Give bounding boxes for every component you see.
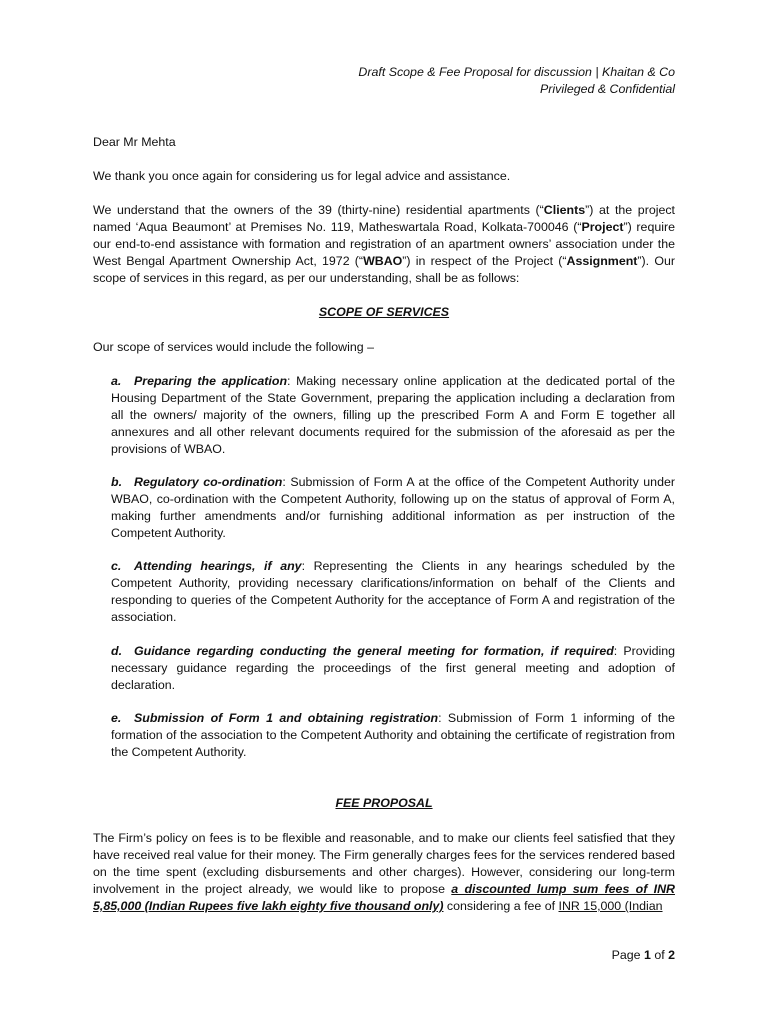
header-line-1: Draft Scope & Fee Proposal for discussion | Khaitan & Co — [358, 65, 675, 79]
scope-item-title: Submission of Form 1 and obtaining registration — [134, 711, 439, 725]
document-header — [358, 64, 675, 98]
scope-heading-text: SCOPE OF SERVICES — [318, 305, 450, 319]
header-line-2: Privileged & Confidential — [540, 82, 675, 96]
page-number-current: 1 — [643, 948, 651, 962]
scope-item-title: Attending hearings, if any — [134, 559, 302, 573]
list-marker: c. — [111, 559, 122, 573]
fee-heading-text: FEE PROPOSAL — [335, 796, 433, 810]
scope-heading — [93, 304, 675, 321]
scope-item-e — [111, 710, 675, 761]
fee-text-2: considering a fee of — [443, 899, 559, 913]
thanks-paragraph: We thank you once again for considering us for legal advice and assistance. — [93, 169, 511, 183]
scope-item-body: : Submission of Form 1 informing of the formation of the association to the Competent Authority and obtaining the certificate of registration from the Competent Authority. — [111, 711, 675, 759]
page-number — [612, 947, 675, 964]
scope-item-d — [111, 643, 675, 694]
salutation: Dear Mr Mehta — [93, 135, 176, 149]
list-marker: b. — [111, 475, 123, 489]
intro-paragraph — [93, 202, 675, 287]
scope-intro: Our scope of services would include the following – — [93, 340, 375, 354]
intro-text-3: ”) require our end-to-end assistance with formation and registration of an apartment owners’ association under the West Bengal Apartment Ownership Act, 1972 (“ — [93, 220, 676, 268]
list-marker: a. — [111, 374, 122, 388]
intro-text-4: ”) in respect of the Project (“ — [402, 254, 567, 268]
page-number-total: 2 — [668, 948, 675, 962]
scope-item-title: Guidance regarding conducting the general meeting for formation, if required — [134, 644, 614, 658]
scope-item-title: Preparing the application — [134, 374, 288, 388]
fee-rate-text: INR 15,000 (Indian — [558, 899, 663, 913]
scope-item-a — [111, 373, 675, 458]
list-marker: d. — [111, 644, 123, 658]
scope-item-body: : Making necessary online application at the dedicated portal of the Housing Department of the State Government, preparing the application including a declaration from all the owners/ majority of the owners, filling up the prescribed Form A and Form E together all annexures and all other relevant documents required for the submission of the aforesaid as per the provisions of WBAO. — [111, 374, 675, 456]
intro-text-2: ”) at the project named ‘Aqua Beaumont’ at Premises No. 119, Matheswartala Road, Kolkata-700046 (“ — [93, 203, 675, 234]
fee-amount-emphasis: a discounted lump sum fees of INR 5,85,000 (Indian Rupees five lakh eighty five thousand only) — [93, 882, 675, 913]
scope-item-body: : Representing the Clients in any hearings scheduled by the Competent Authority, providing necessary clarifications/information on behalf of the Clients and responding to queries of the Competent Authority for the acceptance of Form A and registration of the association. — [111, 559, 675, 624]
fee-heading — [93, 795, 675, 812]
page-number-prefix: Page — [611, 948, 644, 962]
list-marker: e. — [111, 711, 122, 725]
scope-item-b — [111, 474, 675, 542]
intro-text-1: We understand that the owners of the 39 (thirty-nine) residential apartments (“ — [93, 203, 544, 217]
page-number-middle: of — [650, 948, 669, 962]
fee-paragraph — [93, 830, 675, 915]
scope-item-title: Regulatory co-ordination — [134, 475, 283, 489]
fee-text-1: The Firm’s policy on fees is to be flexible and reasonable, and to make our clients feel satisfied that they have received real value for their money. The Firm generally charges fees for the services rendered based on the time spent (excluding disbursements and other charges). However, considering our long-term involvement in the project already, we would like to propose — [93, 831, 675, 896]
intro-text-5: ”). Our scope of services in this regard, as per our understanding, shall be as follows: — [93, 254, 675, 285]
intro-term-clients: Clients — [543, 203, 586, 217]
scope-item-body: : Providing necessary guidance regarding the proceedings of the first general meeting and adoption of declaration. — [111, 644, 676, 692]
scope-item-body: : Submission of Form A at the office of the Competent Authority under WBAO, co-ordination with the Competent Authority, following up on the status of approval of Form A, making further amendments and/or furnishing additional information as per instruction of the Competent Authority. — [111, 475, 675, 540]
intro-term-project: Project — [581, 220, 624, 234]
scope-item-c — [111, 558, 675, 626]
intro-term-wbao: WBAO — [363, 254, 403, 268]
intro-term-assignment: Assignment — [566, 254, 638, 268]
